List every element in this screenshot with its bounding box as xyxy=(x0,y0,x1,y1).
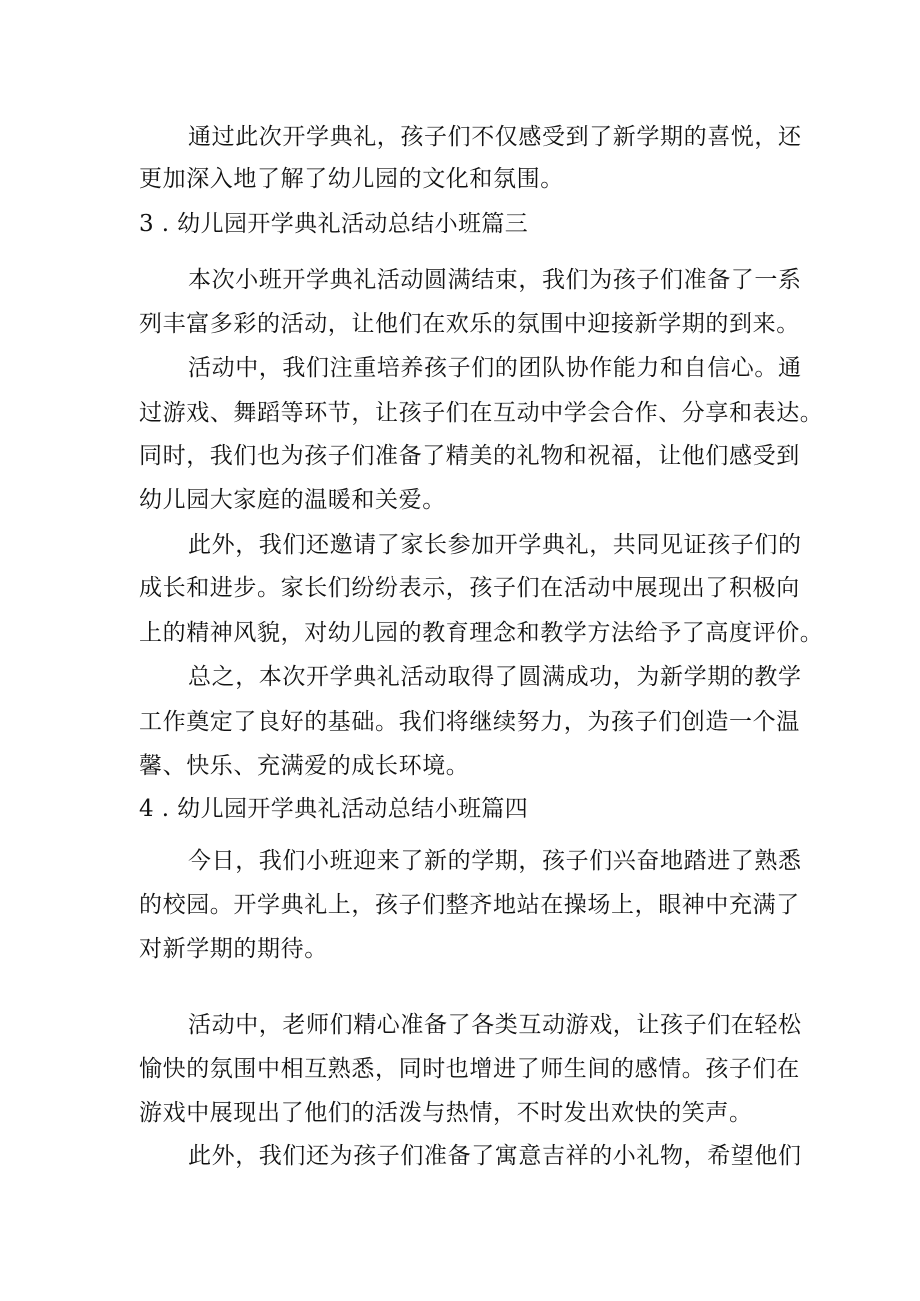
paragraph-line: 本次小班开学典礼活动圆满结束，我们为孩子们准备了一系 xyxy=(188,267,802,293)
paragraph-line: 幼儿园大家庭的温暖和关爱。 xyxy=(139,487,446,513)
paragraph-line: 活动中，老师们精心准备了各类互动游戏，让孩子们在轻松 xyxy=(188,1012,802,1038)
paragraph-line: 活动中，我们注重培养孩子们的团队协作能力和自信心。通 xyxy=(188,355,802,381)
paragraph-line: 列丰富多彩的活动，让他们在欢乐的氛围中迎接新学期的到来。 xyxy=(139,311,800,337)
paragraph-line: 愉快的氛围中相互熟悉，同时也增进了师生间的感情。孩子们在 xyxy=(139,1056,800,1082)
paragraph-line: 同时，我们也为孩子们准备了精美的礼物和祝福，让他们感受到 xyxy=(139,443,800,469)
paragraph-line: 工作奠定了良好的基础。我们将继续努力，为孩子们创造一个温 xyxy=(139,709,800,735)
paragraph-line: 今日，我们小班迎来了新的学期，孩子们兴奋地踏进了熟悉 xyxy=(188,848,802,874)
paragraph-line: 馨、快乐、充满爱的成长环境。 xyxy=(139,753,470,779)
paragraph-line: 更加深入地了解了幼儿园的文化和氛围。 xyxy=(139,166,564,192)
section-heading: 4 . 幼儿园开学典礼活动总结小班篇四 xyxy=(139,796,529,822)
paragraph-line: 游戏中展现出了他们的活泼与热情，不时发出欢快的笑声。 xyxy=(139,1100,753,1126)
paragraph-line: 过游戏、舞蹈等环节，让孩子们在互动中学会合作、分享和表达。 xyxy=(139,400,824,426)
paragraph-line: 通过此次开学典礼，孩子们不仅感受到了新学期的喜悦，还 xyxy=(188,124,802,150)
paragraph-line: 总之，本次开学典礼活动取得了圆满成功，为新学期的教学 xyxy=(188,664,802,690)
paragraph-line: 此外，我们还邀请了家长参加开学典礼，共同见证孩子们的 xyxy=(188,532,802,558)
section-heading: 3 . 幼儿园开学典礼活动总结小班篇三 xyxy=(139,211,529,237)
paragraph-line: 的校园。开学典礼上，孩子们整齐地站在操场上，眼神中充满了 xyxy=(139,892,800,918)
paragraph-line: 上的精神风貌，对幼儿园的教育理念和教学方法给予了高度评价。 xyxy=(139,620,824,646)
paragraph-line: 成长和进步。家长们纷纷表示，孩子们在活动中展现出了积极向 xyxy=(139,575,800,601)
paragraph-line: 此外，我们还为孩子们准备了寓意吉祥的小礼物，希望他们 xyxy=(188,1143,802,1169)
paragraph-line: 对新学期的期待。 xyxy=(139,936,328,962)
